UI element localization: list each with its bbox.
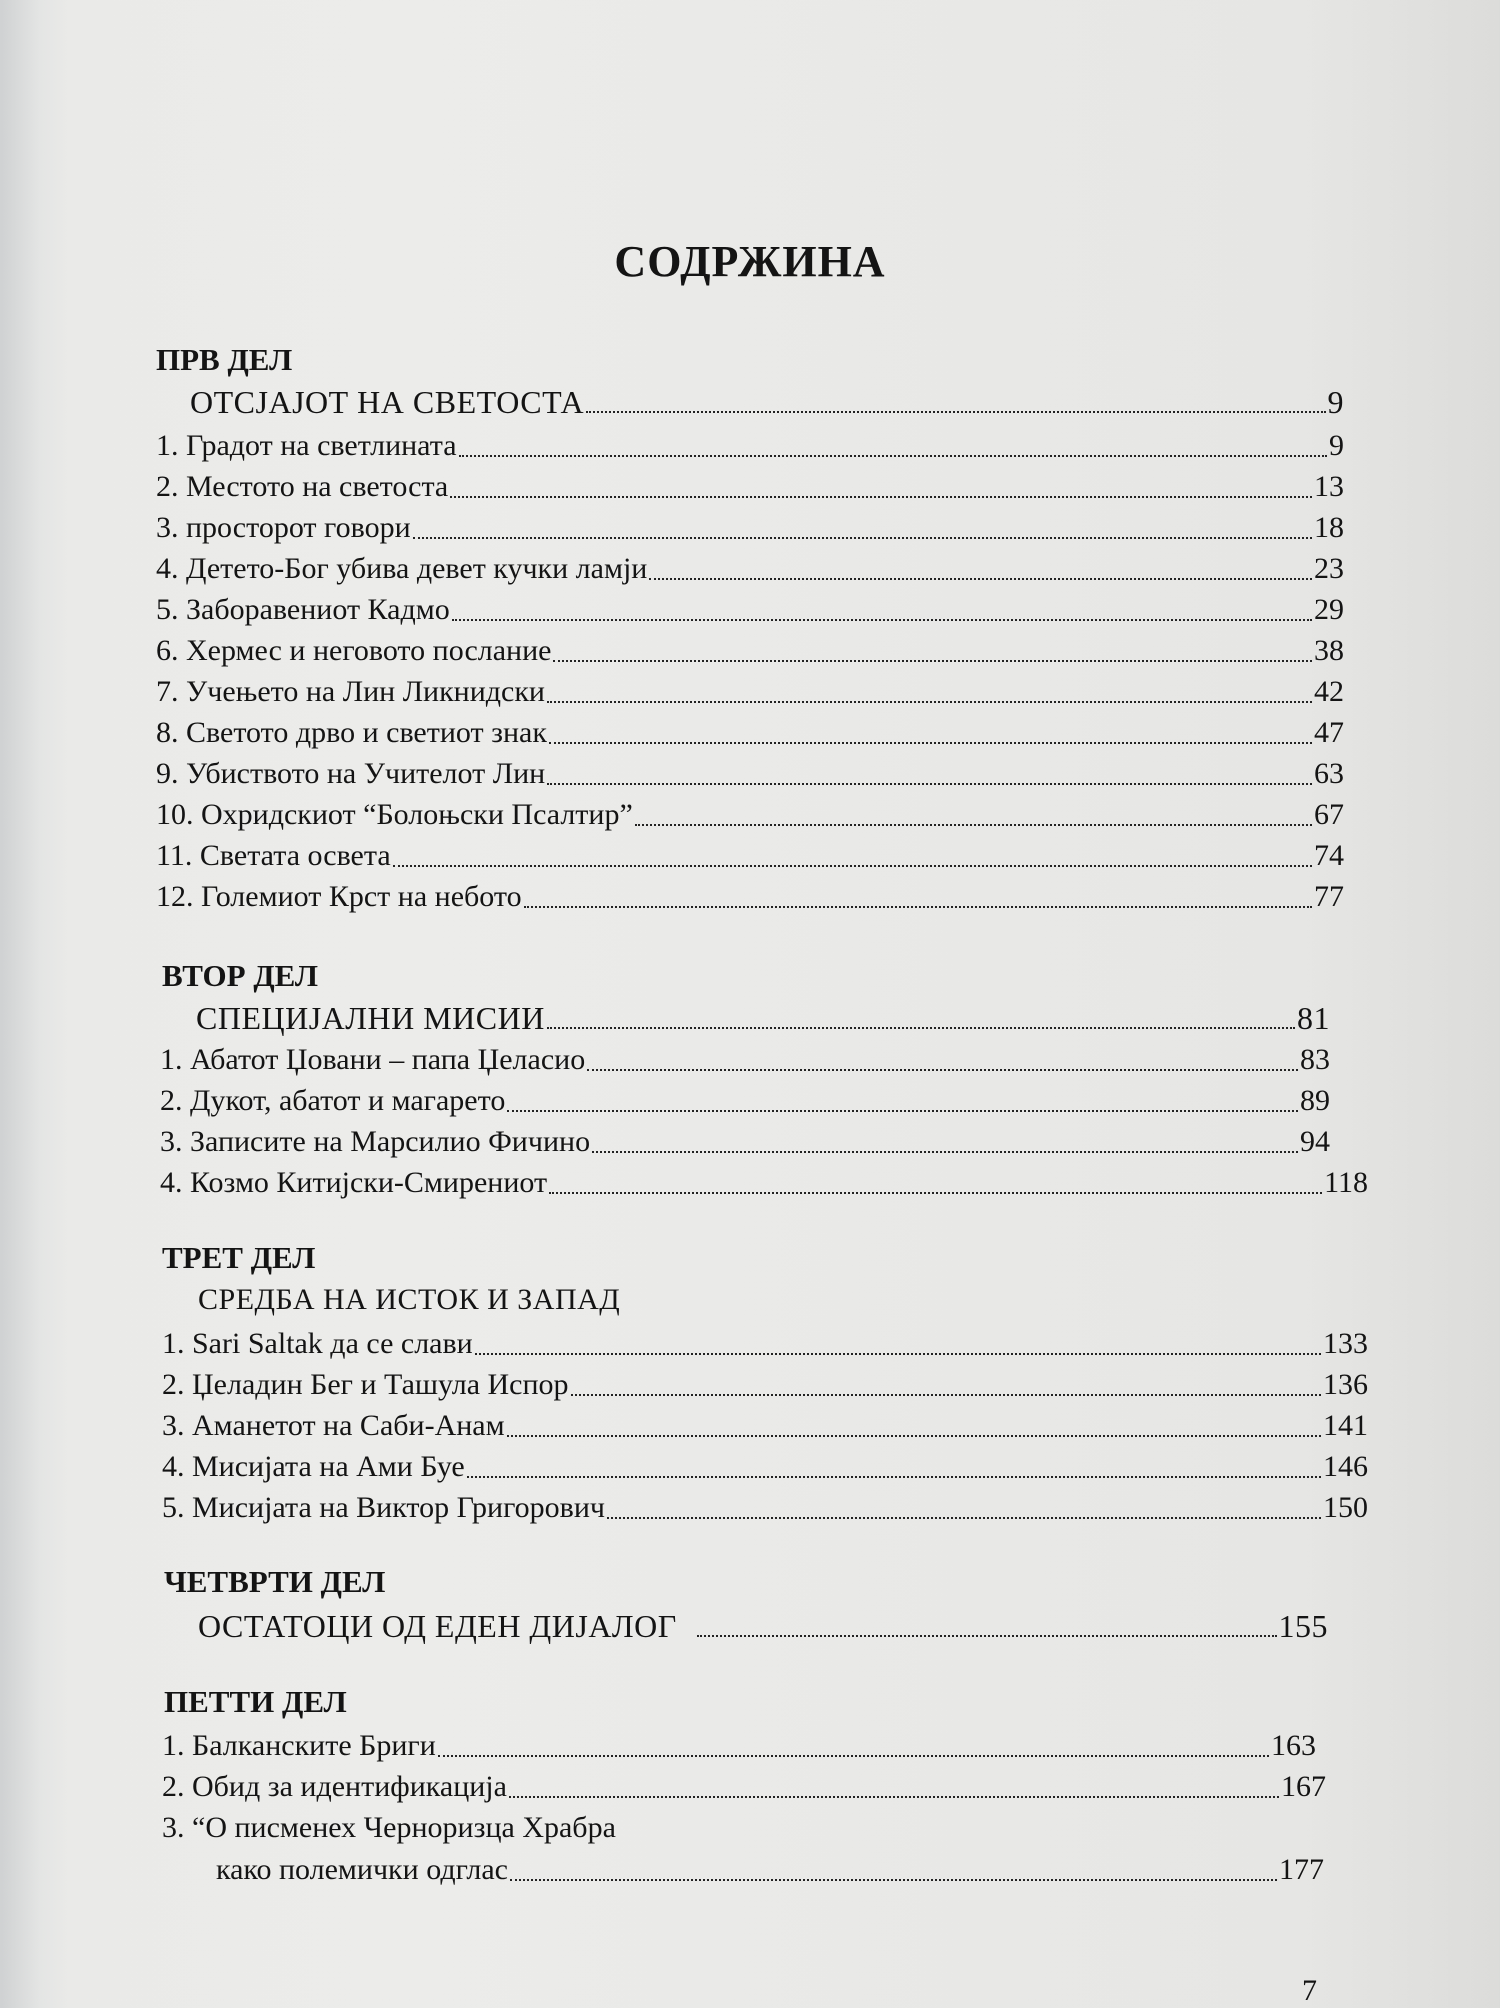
- toc-entry[interactable]: [162, 1326, 1368, 1362]
- page-number: 136: [1323, 1368, 1368, 1401]
- dot-leader: [547, 782, 1312, 785]
- page-number: 83: [1300, 1043, 1330, 1076]
- toc-entry[interactable]: [162, 1449, 1368, 1485]
- part-heading: ЧЕТВРТИ ДЕЛ: [164, 1564, 386, 1599]
- page-number: 118: [1324, 1166, 1368, 1199]
- toc-entry[interactable]: [156, 756, 1344, 792]
- toc-entry[interactable]: [162, 1490, 1368, 1526]
- toc-entry-title: 1. Sari Saltak да се слави: [162, 1327, 473, 1360]
- page-number: 155: [1278, 1608, 1328, 1644]
- part-heading: ПРВ ДЕЛ: [156, 342, 293, 377]
- toc-entry-title: 6. Хермес и неговото послание: [156, 634, 552, 667]
- dot-leader: [549, 741, 1312, 744]
- dot-leader: [452, 618, 1312, 621]
- toc-entry-title: 1. Градот на светлината: [156, 429, 457, 462]
- toc-entry-title: 4. Козмо Китијски-Смирениот: [160, 1166, 548, 1199]
- toc-entry[interactable]: [162, 1367, 1368, 1403]
- toc-entry-title: 5. Мисијата на Виктор Григорович: [162, 1491, 605, 1524]
- dot-leader: [571, 1393, 1321, 1396]
- dot-leader: [547, 1026, 1295, 1029]
- toc-entry[interactable]: [156, 879, 1344, 915]
- page-number: 89: [1300, 1084, 1330, 1117]
- dot-leader: [475, 1352, 1321, 1355]
- part-subtitle: СПЕЦИЈАЛНИ МИСИИ: [196, 1000, 545, 1036]
- page-number: 47: [1314, 716, 1344, 749]
- dot-leader: [393, 864, 1312, 867]
- toc-entry[interactable]: [160, 1124, 1330, 1160]
- part-subtitle-row[interactable]: [196, 1000, 1330, 1036]
- dot-leader: [592, 1150, 1298, 1153]
- page-number: 9: [1327, 384, 1344, 420]
- part-subtitle: ОТСЈАЈОТ НА СВЕТОСТА: [190, 384, 585, 420]
- toc-entry[interactable]: [216, 1852, 1324, 1888]
- dot-leader: [587, 1068, 1298, 1071]
- page-number: 141: [1323, 1409, 1368, 1442]
- dot-leader: [649, 577, 1312, 580]
- page-number: 29: [1314, 593, 1344, 626]
- page-number: 77: [1314, 880, 1344, 913]
- dot-leader: [450, 495, 1312, 498]
- toc-entry[interactable]: [162, 1408, 1368, 1444]
- toc-entry-title: 3. просторот говори: [156, 511, 411, 544]
- toc-entry[interactable]: [160, 1165, 1368, 1201]
- dot-leader: [509, 1795, 1279, 1798]
- page-number: 94: [1300, 1125, 1330, 1158]
- part-subtitle-row[interactable]: [198, 1608, 1328, 1644]
- toc-entry[interactable]: [160, 1042, 1330, 1078]
- toc-entry-title: 9. Убиството на Учителот Лин: [156, 757, 546, 790]
- dot-leader: [510, 1878, 1277, 1881]
- toc-entry[interactable]: [156, 674, 1344, 710]
- dot-leader: [586, 410, 1325, 413]
- toc-entry-title: 3. Записите на Марсилио Фичино: [160, 1125, 591, 1158]
- toc-entry-title: 5. Заборавениот Кадмо: [156, 593, 450, 626]
- dot-leader: [607, 1516, 1321, 1519]
- toc-entry-title-continued: како полемички одглас: [216, 1853, 508, 1886]
- dot-leader: [635, 823, 1312, 826]
- toc-entry[interactable]: [156, 551, 1344, 587]
- toc-entry[interactable]: [156, 633, 1344, 669]
- folio-page-number: 7: [1302, 1974, 1317, 2007]
- toc-entry-title: 1. Балканските Бриги: [162, 1729, 436, 1762]
- toc-entry[interactable]: [156, 715, 1344, 751]
- part-subtitle: СРЕДБА НА ИСТОК И ЗАПАД: [198, 1283, 621, 1316]
- toc-entry[interactable]: [156, 592, 1344, 628]
- toc-entry-title: 3. “О писменех Черноризца Храбра: [162, 1811, 616, 1844]
- page-number: 163: [1271, 1729, 1316, 1762]
- page-number: 146: [1323, 1450, 1368, 1483]
- part-heading: ВТОР ДЕЛ: [162, 958, 319, 993]
- dot-leader: [549, 1191, 1322, 1194]
- dot-leader: [553, 659, 1312, 662]
- page-number: 167: [1281, 1770, 1326, 1803]
- page-number: 38: [1314, 634, 1344, 667]
- toc-entry-title: 7. Учењето на Лин Ликнидски: [156, 675, 545, 708]
- toc-entry-title: 2. Дукот, абатот и магарето: [160, 1084, 506, 1117]
- toc-entry[interactable]: [162, 1769, 1326, 1805]
- toc-entry[interactable]: [156, 510, 1344, 546]
- toc-entry-title: 8. Светото дрво и светиот знак: [156, 716, 547, 749]
- toc-entry[interactable]: [156, 838, 1344, 874]
- toc-entry-title: 2. Обид за идентификација: [162, 1770, 507, 1803]
- toc-entry[interactable]: [156, 428, 1344, 464]
- part-heading: ПЕТТИ ДЕЛ: [164, 1684, 347, 1719]
- page-number: 133: [1323, 1327, 1368, 1360]
- toc-entry[interactable]: [162, 1728, 1316, 1764]
- page-number: 18: [1314, 511, 1344, 544]
- page-number: 9: [1329, 429, 1344, 462]
- page-number: 74: [1314, 839, 1344, 872]
- toc-entry[interactable]: [160, 1083, 1330, 1119]
- dot-leader: [438, 1754, 1269, 1757]
- page-title: СОДРЖИНА: [614, 237, 886, 286]
- dot-leader: [459, 454, 1327, 457]
- toc-entry-title: 10. Охридскиот “Болоњски Псалтир”: [156, 798, 633, 831]
- page-number: 150: [1323, 1491, 1368, 1524]
- toc-entry-title: 12. Големиот Крст на небото: [156, 880, 522, 913]
- toc-entry-title: 1. Абатот Џовани – папа Џеласио: [160, 1043, 586, 1076]
- toc-entry-title: 2. Џеладин Бег и Ташула Испор: [162, 1368, 569, 1401]
- toc-entry-title: 3. Аманетот на Саби-Анам: [162, 1409, 505, 1442]
- dot-leader: [547, 700, 1312, 703]
- page-number: 13: [1314, 470, 1344, 503]
- dot-leader: [524, 905, 1312, 908]
- part-subtitle: ОСТАТОЦИ ОД ЕДЕН ДИЈАЛОГ: [198, 1608, 677, 1644]
- toc-entry-title: 4. Мисијата на Ами Буе: [162, 1450, 465, 1483]
- part-heading: ТРЕТ ДЕЛ: [162, 1240, 316, 1275]
- dot-leader: [697, 1634, 1277, 1637]
- dot-leader: [507, 1109, 1298, 1112]
- toc-entry[interactable]: [156, 469, 1344, 505]
- page-number: 23: [1314, 552, 1344, 585]
- toc-entry[interactable]: [156, 797, 1344, 833]
- toc-entry-title: 11. Светата освета: [156, 839, 391, 872]
- page-number: 42: [1314, 675, 1344, 708]
- page-number: 67: [1314, 798, 1344, 831]
- page-number: 81: [1297, 1000, 1330, 1036]
- dot-leader: [507, 1434, 1321, 1437]
- dot-leader: [467, 1475, 1321, 1478]
- toc-entry-title: 4. Детето-Бог убива девет кучки ламји: [156, 552, 648, 585]
- dot-leader: [413, 536, 1312, 539]
- toc-entry-title: 2. Местото на светоста: [156, 470, 449, 503]
- page-number: 177: [1279, 1853, 1324, 1886]
- part-subtitle-row[interactable]: [190, 384, 1344, 420]
- page-number: 63: [1314, 757, 1344, 790]
